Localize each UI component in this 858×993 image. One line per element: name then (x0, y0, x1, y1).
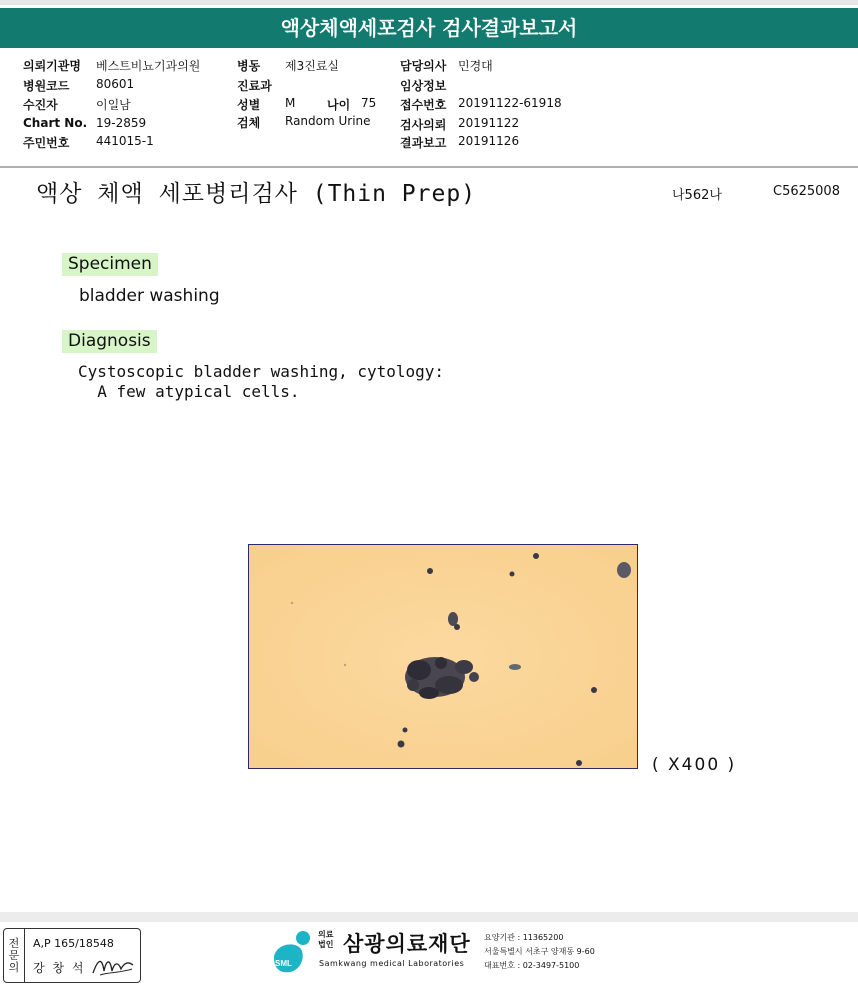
signature-icon (90, 953, 136, 979)
patient-info (0, 48, 858, 168)
pathologist-stamp (3, 928, 141, 983)
name-label: 수진자 (23, 98, 58, 112)
specimen-value: Random Urine (285, 114, 371, 128)
doctor-label: 담당의사 (400, 59, 447, 73)
stamp-ap-number: A,P 165/18548 (33, 937, 114, 950)
org-prefix (318, 930, 333, 950)
stamp-side-char-2: 문 (8, 948, 20, 962)
id-value: 441015-1 (96, 134, 154, 148)
org-address: 서울특별시 서초구 양재동 9-60 (484, 947, 595, 956)
request-label: 검사의뢰 (400, 118, 447, 132)
doctor-value: 민경대 (458, 59, 493, 73)
specimen-label: 검체 (237, 116, 261, 130)
cytology-image (248, 544, 638, 769)
diagnosis-line-1: Cystoscopic bladder washing, cytology: (78, 362, 445, 381)
result-value: 20191126 (458, 134, 520, 148)
clinical-label: 임상정보 (400, 79, 447, 93)
code-label: 병원코드 (23, 79, 70, 93)
specimen-heading: Specimen (62, 253, 158, 276)
exam-code-2: C5625008 (773, 184, 840, 199)
stamp-pathologist-name: 강 창 석 (33, 961, 86, 975)
sex-label: 성별 (237, 98, 261, 112)
ward-label: 병동 (237, 59, 261, 73)
age-label: 나이 (327, 98, 351, 112)
exam-code-1: 나562나 (672, 188, 722, 203)
logo-text: SML (275, 959, 292, 968)
sml-logo (270, 928, 316, 980)
org-contact (484, 931, 595, 973)
specimen-text: bladder washing (79, 286, 220, 306)
chart-label: Chart No. (23, 116, 88, 130)
bottom-border (0, 912, 858, 922)
hospital-value: 베스트비뇨기과의원 (96, 59, 201, 73)
magnification-label: ( X400 ) (652, 755, 737, 775)
org-name: 삼광의료재단 (343, 932, 471, 956)
diagnosis-heading: Diagnosis (62, 330, 157, 353)
receipt-label: 접수번호 (400, 98, 447, 112)
org-english-name: Samkwang medical Laboratories (319, 959, 465, 968)
stamp-side-char-1: 전 (8, 936, 20, 950)
dept-label: 진료과 (237, 79, 272, 93)
stamp-side-char-3: 의 (8, 960, 20, 974)
org-prefix-1: 의료 (318, 930, 334, 939)
id-label: 주민번호 (23, 136, 70, 150)
exam-title: 액상 체액 세포병리검사 (Thin Prep) (36, 181, 477, 207)
ward-value: 제3진료실 (285, 59, 340, 73)
sex-value: M (285, 96, 296, 110)
chart-value: 19-2859 (96, 116, 147, 130)
result-label: 결과보고 (400, 136, 447, 150)
report-title: 액상체액세포검사 검사결과보고서 (0, 8, 858, 48)
org-phone: 대표번호 : 02-3497-5100 (484, 961, 580, 970)
request-value: 20191122 (458, 116, 520, 130)
code-value: 80601 (96, 77, 135, 91)
diagnosis-line-2: A few atypical cells. (97, 382, 300, 401)
org-prefix-2: 법인 (318, 940, 334, 949)
age-value: 75 (361, 96, 377, 110)
diagnosis-text (78, 362, 444, 402)
org-code: 요양기관 : 11365200 (484, 933, 564, 942)
cell-cluster-graphic (249, 545, 637, 768)
receipt-value: 20191122-61918 (458, 96, 562, 110)
name-value: 이일남 (96, 98, 131, 112)
top-border (0, 0, 858, 5)
stamp-side-label (4, 929, 25, 982)
hospital-label: 의뢰기관명 (23, 59, 81, 73)
sml-logo-icon (270, 928, 316, 976)
